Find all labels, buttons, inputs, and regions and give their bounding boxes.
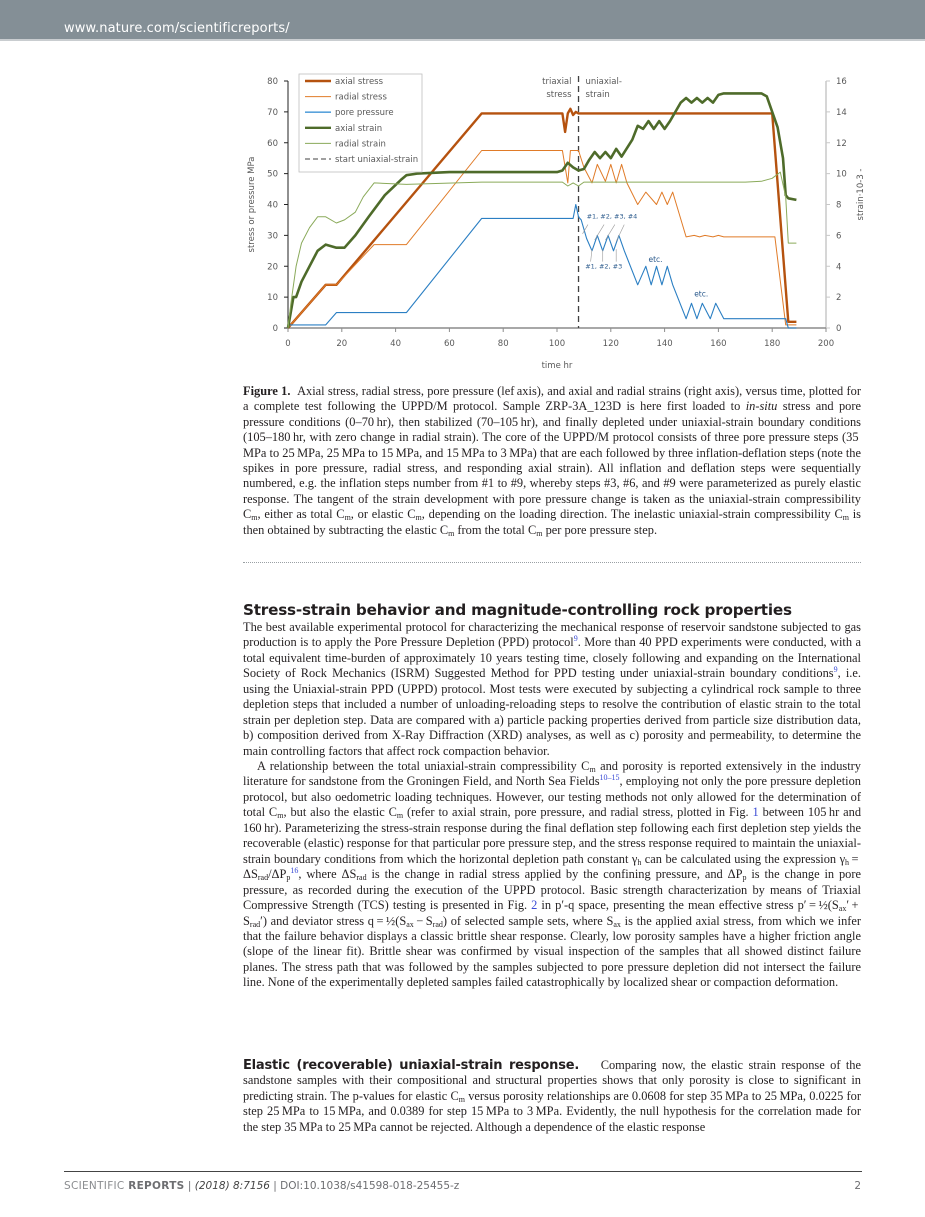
x-tick-label: 60 xyxy=(443,339,455,349)
y-tick-label-left: 60 xyxy=(267,138,278,149)
doi-link[interactable]: DOI:10.1038/s41598-018-25455-z xyxy=(280,1180,460,1192)
citation-volume: (2018) 8:7156 xyxy=(194,1180,270,1192)
site-header xyxy=(0,0,925,41)
x-tick-label: 120 xyxy=(602,339,619,349)
y-tick-label-right: 12 xyxy=(836,138,847,149)
x-tick-label: 40 xyxy=(390,339,402,349)
phase-label-triaxial: triaxial xyxy=(542,77,572,87)
y-tick-label-left: 80 xyxy=(267,77,278,87)
legend-label-axial-stress: axial stress xyxy=(335,77,384,87)
y-tick-label-right: 2 xyxy=(836,293,842,304)
y-tick-label-right: 6 xyxy=(836,231,842,242)
x-tick-label: 80 xyxy=(497,339,509,349)
series-line-radial-strain xyxy=(288,172,796,328)
page-number: 2 xyxy=(854,1180,861,1192)
figure-1-chart xyxy=(240,66,870,376)
caption-divider xyxy=(243,562,861,563)
series-line-radial-stress xyxy=(288,151,796,329)
annotation-etc-2: etc. xyxy=(694,289,709,299)
journal-name: SCIENTIFIC REPORTS xyxy=(64,1180,185,1192)
paragraph-1: The best available experimental protocol for characterizing the mechanical response of reservoir sandstone subjected to gas production is to apply the Pore Pressure Depletion (PPD) protocol$^9$. More than 40 PPD experiments were conducted, with a total equivalent time-burden of approximately 10 years testing time, closely following and expanding on the International Society of Rock Mechanics (ISRM) Suggested Method for PPD testing under uniaxial-strain boundary conditions$^9$, i.e. using the Uniaxial-strain PPD (UPPD) protocol. Most tests were executed by subjecting a cylindrical rock sample to three depletion steps that included a number of unloading-reloading steps to resolve the contribution of elastic strain to the total strain per depletion step. Data are compared with a) particle packing properties derived from particle size distribution data, b) composition derived from X-Ray Diffraction (XRD) analyses, as well as c) porosity and permeability, to determine the main controlling factors that affect rock compaction behavior. xyxy=(243,620,861,758)
x-tick-label: 0 xyxy=(285,339,291,349)
figure-label: Figure 1. xyxy=(243,384,291,398)
section-heading: Stress-strain behavior and magnitude-controlling rock properties xyxy=(243,601,792,619)
figure-caption-text: Axial stress, radial stress, pore pressure (lef axis), and axial and radial strains (right axis), versus time, plotted for a complete test following the UPPD/M protocol. Sample ZRP-3A_123D is here first loaded to in-situ stress and pore pressure conditions (0–70 hr), then stabilized (70–105 hr), and finally depleted under uniaxial-strain boundary conditions (105–180 hr, with zero change in radial strain). The core of the UPPD/M protocol consists of three pore pressure steps (35 MPa to 25 MPa, 25 MPa to 15 MPa, and 15 MPa to 3 MPa) that are each followed by three inflation-deflation steps (note the spikes in pore pressure, radial stress, and responding axial strain). All inflation and deflation steps were sequentially numbered, e.g. the inflation steps number from #1 to #9, whereby steps #3, #6, and #9 were parameterized as purely elastic response. The tangent of the strain development with pore pressure change is taken as the uniaxial-strain compressibility $C_m$, either as total $C_m$, or elastic $C_m$, depending on the loading direction. The inelastic uniaxial-strain compressibility $C_m$ is then obtained by subtracting the elastic $C_m$ from the total $C_m$ per pore pressure step. xyxy=(243,384,862,538)
legend-label-radial-stress: radial stress xyxy=(335,92,387,103)
y-tick-label-left: 50 xyxy=(267,169,278,180)
annotation-inflation-steps: #1, #2, #3, #4 xyxy=(586,212,638,221)
y-tick-label-right: 4 xyxy=(836,262,842,273)
x-tick-label: 200 xyxy=(817,339,835,349)
x-tick-label: 100 xyxy=(548,339,566,349)
annotation-leader-line xyxy=(605,225,614,240)
y-tick-label-left: 40 xyxy=(267,200,278,211)
y-axis-label-left: stress or pressure MPa xyxy=(247,156,257,253)
annotation-leader-line xyxy=(591,249,592,261)
x-tick-label: 140 xyxy=(656,339,673,349)
y-tick-label-right: 14 xyxy=(836,107,847,118)
legend-label-start-uniaxial-strain: start uniaxial-strain xyxy=(335,155,419,165)
paragraph-3 xyxy=(243,1058,861,1135)
legend-label-pore-pressure: pore pressure xyxy=(335,108,394,119)
x-axis-label: time hr xyxy=(541,361,573,371)
figure-caption xyxy=(243,384,861,538)
x-tick-label: 180 xyxy=(764,339,781,349)
y-tick-label-left: 30 xyxy=(267,231,278,242)
x-tick-label: 160 xyxy=(710,339,727,349)
paragraph-2: A relationship between the total uniaxial-strain compressibility $C_m$ and porosity is reported extensively in the industry literature for sandstone from the Groningen Field, and North Sea Fields$^{10-15}$, employing not only the pore pressure depletion protocol, but also oedometric loading techniques. However, our testing methods not only allowed for the determination of total $C_m$, but also the elastic $C_m$ (refer to axial strain, pore pressure, and radial stress, plotted in Fig. 1 between 105 hr and 160 hr). Parameterizing the stress-strain response during the final deflation step following each first depletion step yields the recoverable (elastic) response for that particular pore pressure step, and the stress response required to maintain the uniaxial-strain boundary conditions from which the horizontal depletion path constant $\gamma_h$ can be calculated using the expression $\gamma_h = \Delta S_{rad}/\Delta P_p^{16}$, where $\Delta S_{rad}$ is the change in radial stress applied by the confining pressure, and $\Delta P_p$ is the change in pore pressure, as recorded during the execution of the UPPD protocol. Basic strength characterization by means of Triaxial Compressive Strength (TCS) testing is presented in Fig. 2 in p′-q space, presenting the mean effective stress $p' = \frac{1}{2}(S_{ax}' + S_{rad}')$ and deviator stress $q = \frac{1}{2}(S_{ax} - S_{rad})$ of selected sample sets, where $S_{ax}$ is the applied axial stress, from which we infer that the failure behavior displays a classic brittle shear response. Clearly, low porosity samples have a higher friction angle (slope of the linear fit). Brittle shear was confirmed by visual inspection of the samples that all showed distinct failure planes. The stress path that was followed by the samples subjected to pore pressure depletion did not intersect the failure line. None of the experimentally depleted samples failed catastrophically by localized shear or compaction deformation. xyxy=(243,759,862,990)
legend-label-radial-strain: radial strain xyxy=(335,139,386,150)
y-tick-label-left: 10 xyxy=(267,293,278,304)
y-tick-label-right: 0 xyxy=(836,324,842,334)
y-tick-label-left: 70 xyxy=(267,107,278,118)
x-tick-label: 20 xyxy=(336,339,348,349)
y-tick-label-left: 0 xyxy=(272,324,278,334)
annotation-leader-line xyxy=(595,225,604,240)
y-tick-label-right: 8 xyxy=(836,200,842,211)
subsection-heading: Elastic (recoverable) uniaxial-strain response. xyxy=(243,1058,580,1073)
footer-citation: SCIENTIFIC REPORTS | (2018) 8:7156 | DOI:10.1038/s41598-018-25455-z xyxy=(64,1180,460,1192)
site-url-link[interactable]: www.nature.com/scientificreports/ xyxy=(64,21,290,36)
phase-label-uniaxial: uniaxial- xyxy=(585,77,622,87)
y-tick-label-right: 10 xyxy=(836,169,847,180)
y-axis-label-right: strain·10-3 - xyxy=(856,168,866,221)
legend-label-axial-strain: axial strain xyxy=(335,123,383,134)
y-tick-label-right: 16 xyxy=(836,77,847,87)
paragraph-3-text: Comparing now, the elastic strain response of the sandstone samples with their compositional and structural properties shows that only porosity is close to significant in predicting strain. The p-values for elastic $C_m$ versus porosity relationships are 0.0608 for step 35 MPa to 25 MPa, 0.0225 for step 25 MPa to 15 MPa, and 0.0389 for step 15 MPa to 3 MPa. Evidently, the null hypothesis for the correlation made for the step 35 MPa to 25 MPa cannot be rejected. Although a dependence of the elastic response xyxy=(243,1058,861,1134)
phase-label-strain: strain xyxy=(585,90,610,100)
annotation-etc-1: etc. xyxy=(648,255,663,265)
annotation-deflation-steps: #1, #2, #3 xyxy=(585,262,623,271)
phase-label-stress: stress xyxy=(546,90,572,100)
y-tick-label-left: 20 xyxy=(267,262,278,273)
footer-divider xyxy=(64,1171,862,1172)
